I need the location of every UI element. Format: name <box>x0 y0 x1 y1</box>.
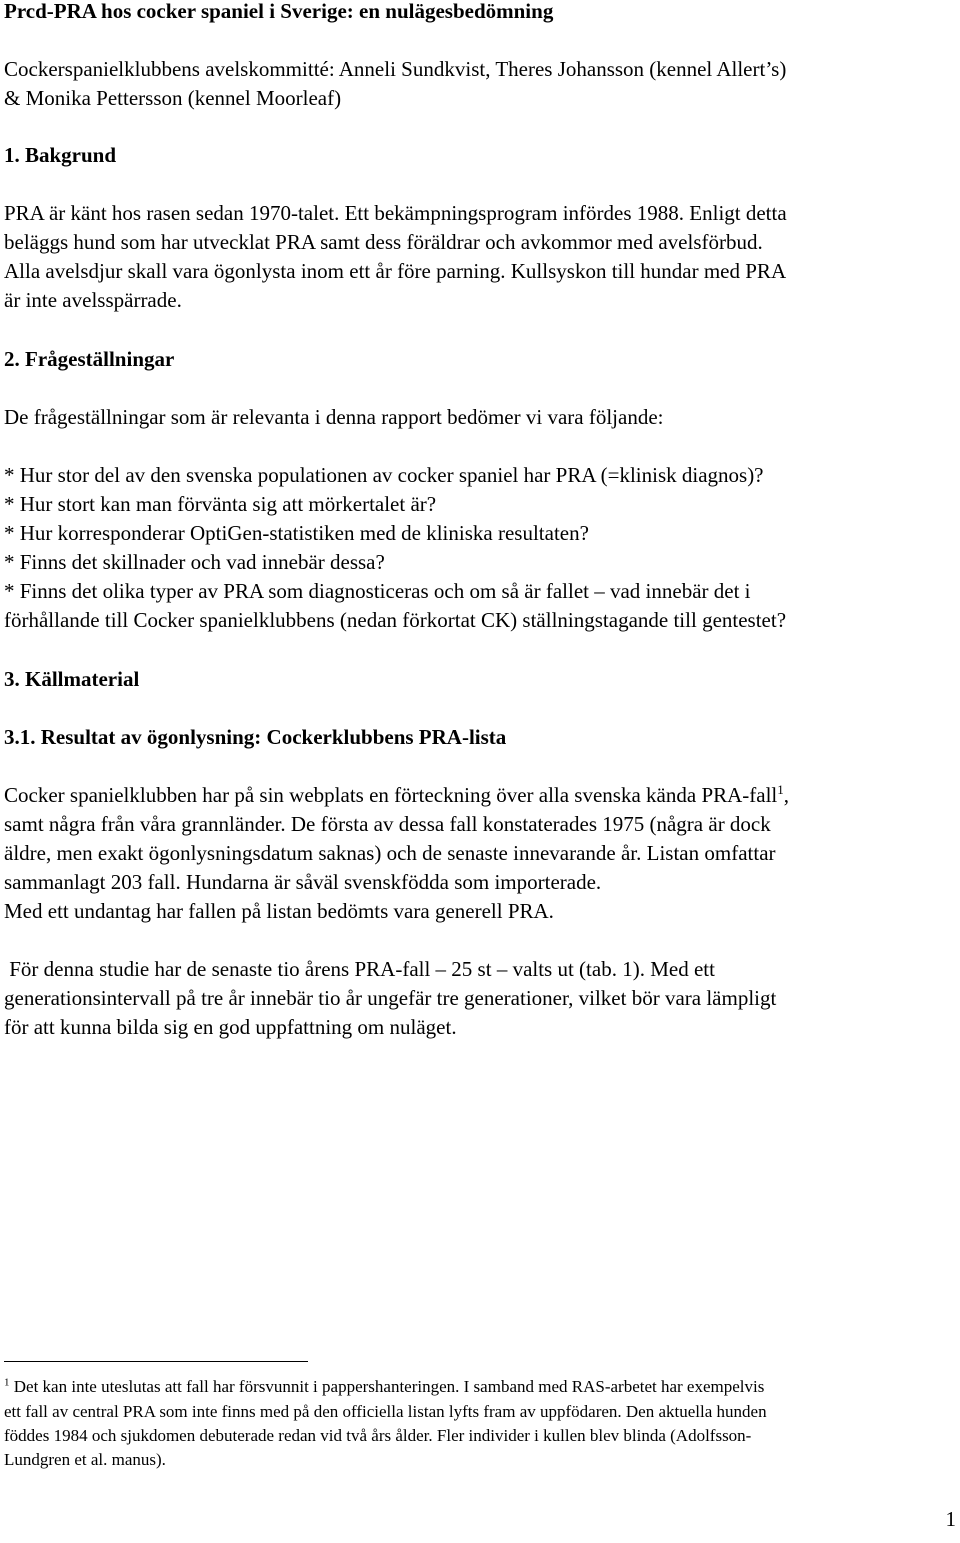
section-3-1-para-1-line: äldre, men exakt ögonlysningsdatum saknas) och de senaste innevarande år. Listan omfattar <box>4 841 776 865</box>
footnote-marker: 1 <box>4 1376 10 1389</box>
section-3-1-para-1-line: samt några från våra grannländer. De första av dessa fall konstaterades 1975 (några är dock <box>4 812 771 836</box>
footnote-line-1 <box>4 1375 764 1399</box>
authors-line-1: Cockerspanielklubbens avelskommitté: Anneli Sundkvist, Theres Johansson (kennel Allert’s) <box>4 57 787 81</box>
question-line: * Hur stor del av den svenska populationen av cocker spaniel har PRA (=klinisk diagnos)? <box>4 463 764 487</box>
page-number: 1 <box>945 1507 956 1531</box>
section-2-heading: 2. Frågeställningar <box>4 347 175 371</box>
question-line: * Hur korresponderar OptiGen-statistiken med de kliniska resultaten? <box>4 521 589 545</box>
footnote-ref: 1 <box>777 782 784 797</box>
section-1-line: beläggs hund som har utvecklat PRA samt dess föräldrar och avkommor med avelsförbud. <box>4 230 763 254</box>
section-3-1-para-1-line: Med ett undantag har fallen på listan bedömts vara generell PRA. <box>4 899 554 923</box>
section-1-line: är inte avelsspärrade. <box>4 288 182 312</box>
section-3-1-para-1-line-1 <box>4 781 789 810</box>
section-2-intro: De frågeställningar som är relevanta i denna rapport bedömer vi vara följande: <box>4 405 664 429</box>
section-3-1-para-2-line: För denna studie har de senaste tio årens PRA-fall – 25 st – valts ut (tab. 1). Med ett <box>4 957 715 981</box>
para-1-text-comma: , <box>783 783 790 807</box>
question-line: * Finns det olika typer av PRA som diagnosticeras och om så är fallet – vad innebär det i <box>4 579 751 603</box>
footnote-text: Det kan inte uteslutas att fall har försvunnit i pappershanteringen. I samband med RAS-arbetet har exempelvis <box>9 1377 765 1396</box>
document-title: Prcd-PRA hos cocker spaniel i Sverige: en nulägesbedömning <box>4 0 554 23</box>
question-line: * Finns det skillnader och vad innebär dessa? <box>4 550 385 574</box>
footnote-separator <box>4 1361 308 1362</box>
section-3-1-heading: 3.1. Resultat av ögonlysning: Cockerklubbens PRA-lista <box>4 725 507 749</box>
section-1-line: Alla avelsdjur skall vara ögonlysta inom ett år före parning. Kullsyskon till hundar med PRA <box>4 259 787 283</box>
footnote-line: Lundgren et al. manus). <box>4 1450 166 1469</box>
authors-line-2: & Monika Pettersson (kennel Moorleaf) <box>4 86 342 110</box>
footnote-line: ett fall av central PRA som inte finns med på den officiella listan lyfts fram av uppfödaren. Den aktuella hunden <box>4 1402 767 1421</box>
section-3-1-para-1-line: sammanlagt 203 fall. Hundarna är såväl svenskfödda som importerade. <box>4 870 602 894</box>
para-1-text: Cocker spanielklubben har på sin webplats en förteckning över alla svenska kända PRA-fall <box>4 783 778 807</box>
question-line: förhållande till Cocker spanielklubbens (nedan förkortat CK) ställningstagande till gentestet? <box>4 608 787 632</box>
section-3-heading: 3. Källmaterial <box>4 667 140 691</box>
footnote-line: föddes 1984 och sjukdomen debuterade redan vid två års ålder. Fler individer i kullen blev blinda (Adolfsson- <box>4 1426 752 1445</box>
section-1-line: PRA är känt hos rasen sedan 1970-talet. Ett bekämpningsprogram infördes 1988. Enligt detta <box>4 201 787 225</box>
section-3-1-para-2-line: för att kunna bilda sig en god uppfattning om nuläget. <box>4 1015 457 1039</box>
section-3-1-para-2-line: generationsintervall på tre år innebär tio år ungefär tre generationer, vilket bör vara lämpligt <box>4 986 777 1010</box>
section-1-heading: 1. Bakgrund <box>4 143 117 167</box>
question-line: * Hur stort kan man förvänta sig att mörkertalet är? <box>4 492 437 516</box>
